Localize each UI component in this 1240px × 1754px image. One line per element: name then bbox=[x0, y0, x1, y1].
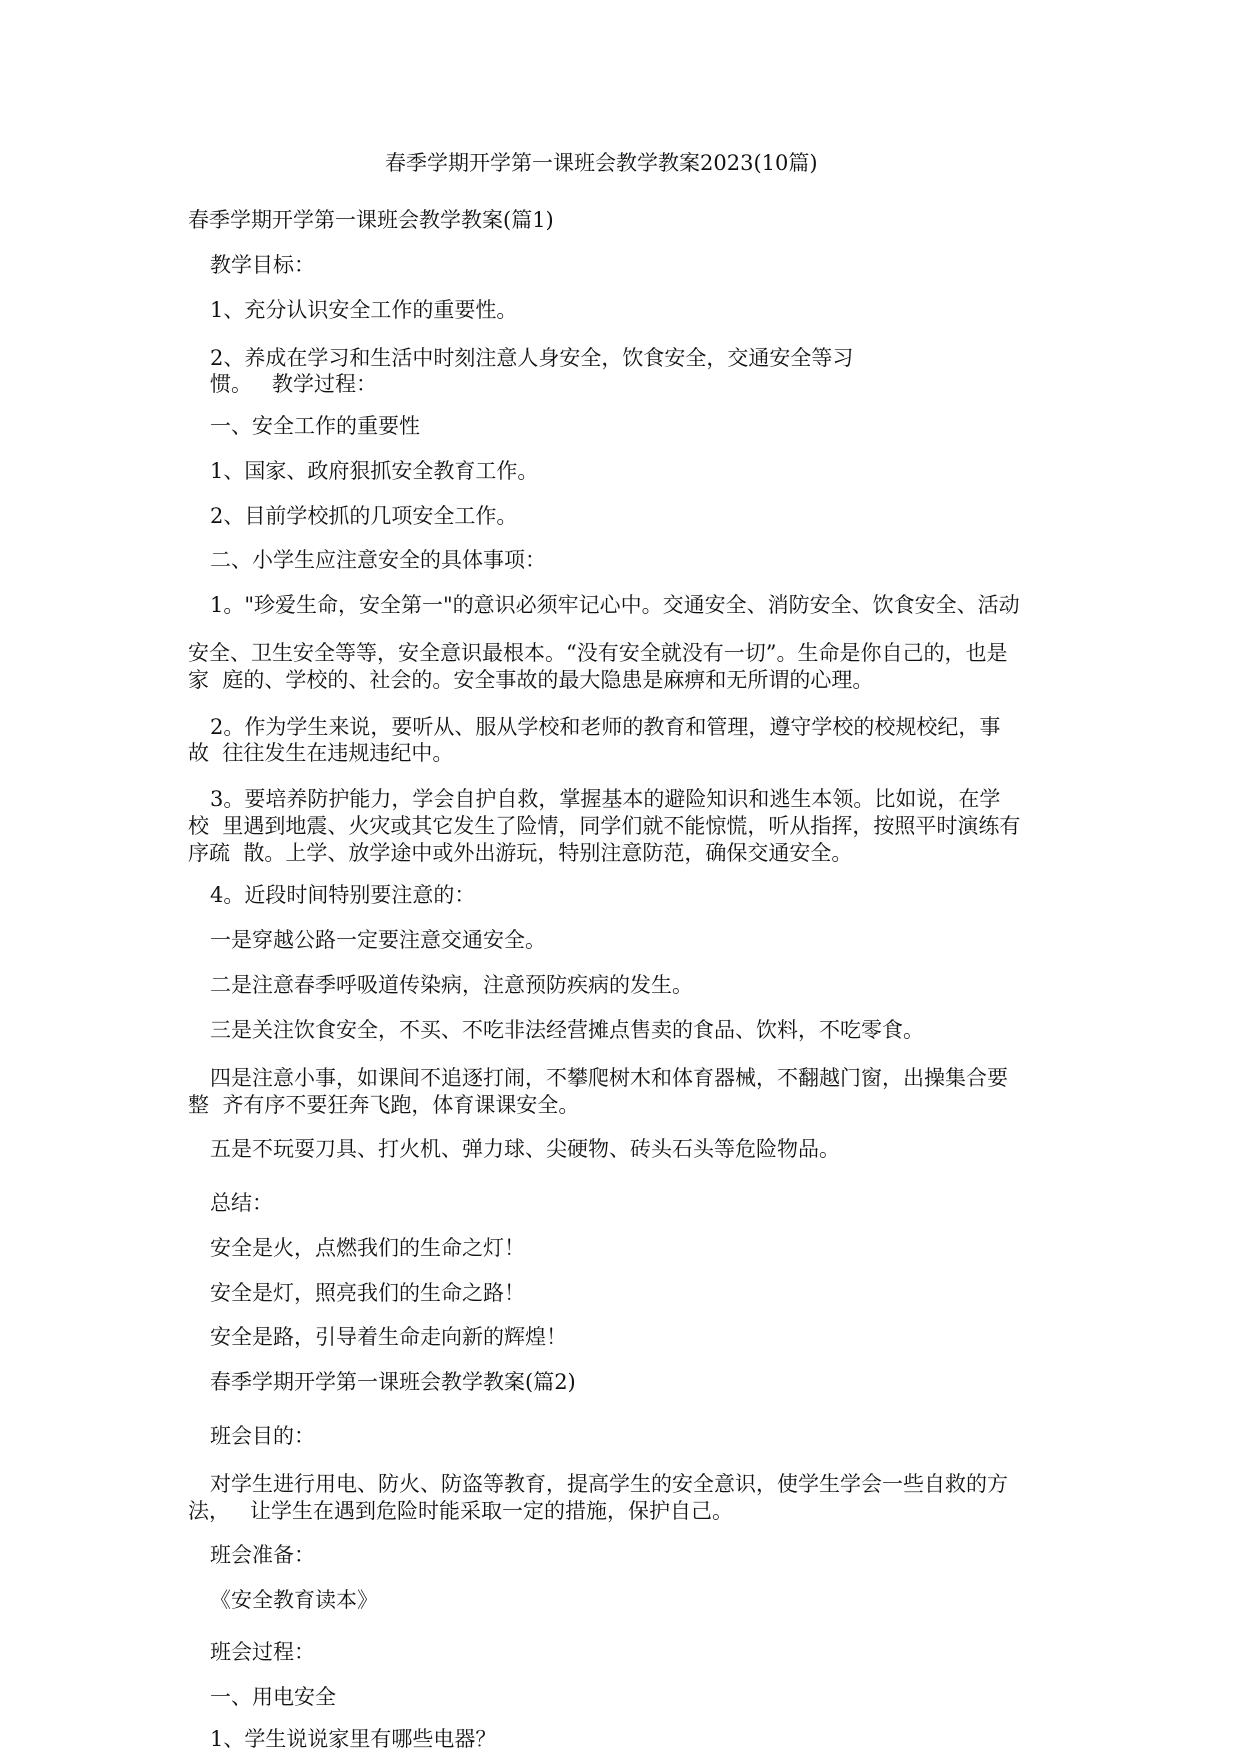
paragraph-line: 法， 让学生在遇到危险时能采取一定的措施，保护自己。 bbox=[188, 1499, 734, 1523]
paragraph-line: 二是注意春季呼吸道传染病，注意预防疾病的发生。 bbox=[210, 973, 693, 997]
section-heading-2: 春季学期开学第一课班会教学教案(篇2) bbox=[210, 1370, 576, 1394]
paragraph-line: 一是穿越公路一定要注意交通安全。 bbox=[210, 928, 546, 952]
paragraph-line: 3。要培养防护能力，学会自护自救，掌握基本的避险知识和逃生本领。比如说，在学 bbox=[210, 787, 1001, 811]
paragraph-line: 安全是路，引导着生命走向新的辉煌！ bbox=[210, 1325, 567, 1349]
section-heading-1: 春季学期开学第一课班会教学教案(篇1) bbox=[188, 208, 554, 232]
paragraph-line: 二、小学生应注意安全的具体事项： bbox=[210, 548, 546, 572]
paragraph-line: 1、国家、政府狠抓安全教育工作。 bbox=[210, 459, 539, 483]
paragraph-line: 安全、卫生安全等等，安全意识最根本。“没有安全就没有一切”。生命是你自己的，也是 bbox=[188, 641, 1008, 665]
paragraph-line: 对学生进行用电、防火、防盗等教育，提高学生的安全意识，使学生学会一些自救的方 bbox=[210, 1472, 1008, 1496]
paragraph-line: 一、安全工作的重要性 bbox=[210, 414, 420, 438]
paragraph-line: 《安全教育读本》 bbox=[210, 1588, 378, 1612]
paragraph-line: 2、养成在学习和生活中时刻注意人身安全，饮食安全，交通安全等习 bbox=[210, 346, 854, 370]
paragraph-line: 教学目标： bbox=[210, 253, 315, 277]
document-title: 春季学期开学第一课班会教学教案2023(10篇) bbox=[385, 151, 818, 175]
paragraph-line: 安全是灯，照亮我们的生命之路！ bbox=[210, 1281, 525, 1305]
paragraph-line: 故 往往发生在违规违纪中。 bbox=[188, 741, 454, 765]
paragraph-line: 总结： bbox=[210, 1191, 273, 1215]
paragraph-line: 序疏 散。上学、放学途中或外出游玩，特别注意防范，确保交通安全。 bbox=[188, 841, 853, 865]
paragraph-line: 4。近段时间特别要注意的： bbox=[210, 883, 476, 907]
paragraph-line: 安全是火，点燃我们的生命之灯！ bbox=[210, 1236, 525, 1260]
paragraph-line: 四是注意小事，如课间不追逐打闹，不攀爬树木和体育器械，不翻越门窗，出操集合要 bbox=[210, 1066, 1008, 1090]
paragraph-line: 家 庭的、学校的、社会的。安全事故的最大隐患是麻痹和无所谓的心理。 bbox=[188, 668, 874, 692]
paragraph-line: 1、学生说说家里有哪些电器？ bbox=[210, 1727, 497, 1751]
paragraph-line: 三是关注饮食安全，不买、不吃非法经营摊点售卖的食品、饮料，不吃零食。 bbox=[210, 1018, 924, 1042]
paragraph-line: 1、充分认识安全工作的重要性。 bbox=[210, 298, 518, 322]
paragraph-line: 2。作为学生来说，要听从、服从学校和老师的教育和管理，遵守学校的校规校纪，事 bbox=[210, 715, 1001, 739]
paragraph-line: 五是不玩耍刀具、打火机、弹力球、尖硬物、砖头石头等危险物品。 bbox=[210, 1137, 840, 1161]
paragraph-line: 校 里遇到地震、火灾或其它发生了险情，同学们就不能惊慌，听从指挥，按照平时演练有 bbox=[188, 814, 1021, 838]
paragraph-line: 班会目的： bbox=[210, 1424, 315, 1448]
paragraph-line: 1。"珍爱生命，安全第一"的意识必须牢记心中。交通安全、消防安全、饮食安全、活动 bbox=[210, 593, 1020, 617]
paragraph-line: 班会过程： bbox=[210, 1640, 315, 1664]
paragraph-line: 整 齐有序不要狂奔飞跑，体育课课安全。 bbox=[188, 1093, 580, 1117]
paragraph-line: 2、目前学校抓的几项安全工作。 bbox=[210, 504, 518, 528]
paragraph-line: 班会准备： bbox=[210, 1543, 315, 1567]
paragraph-line: 惯。 教学过程： bbox=[210, 372, 378, 396]
paragraph-line: 一、用电安全 bbox=[210, 1685, 336, 1709]
